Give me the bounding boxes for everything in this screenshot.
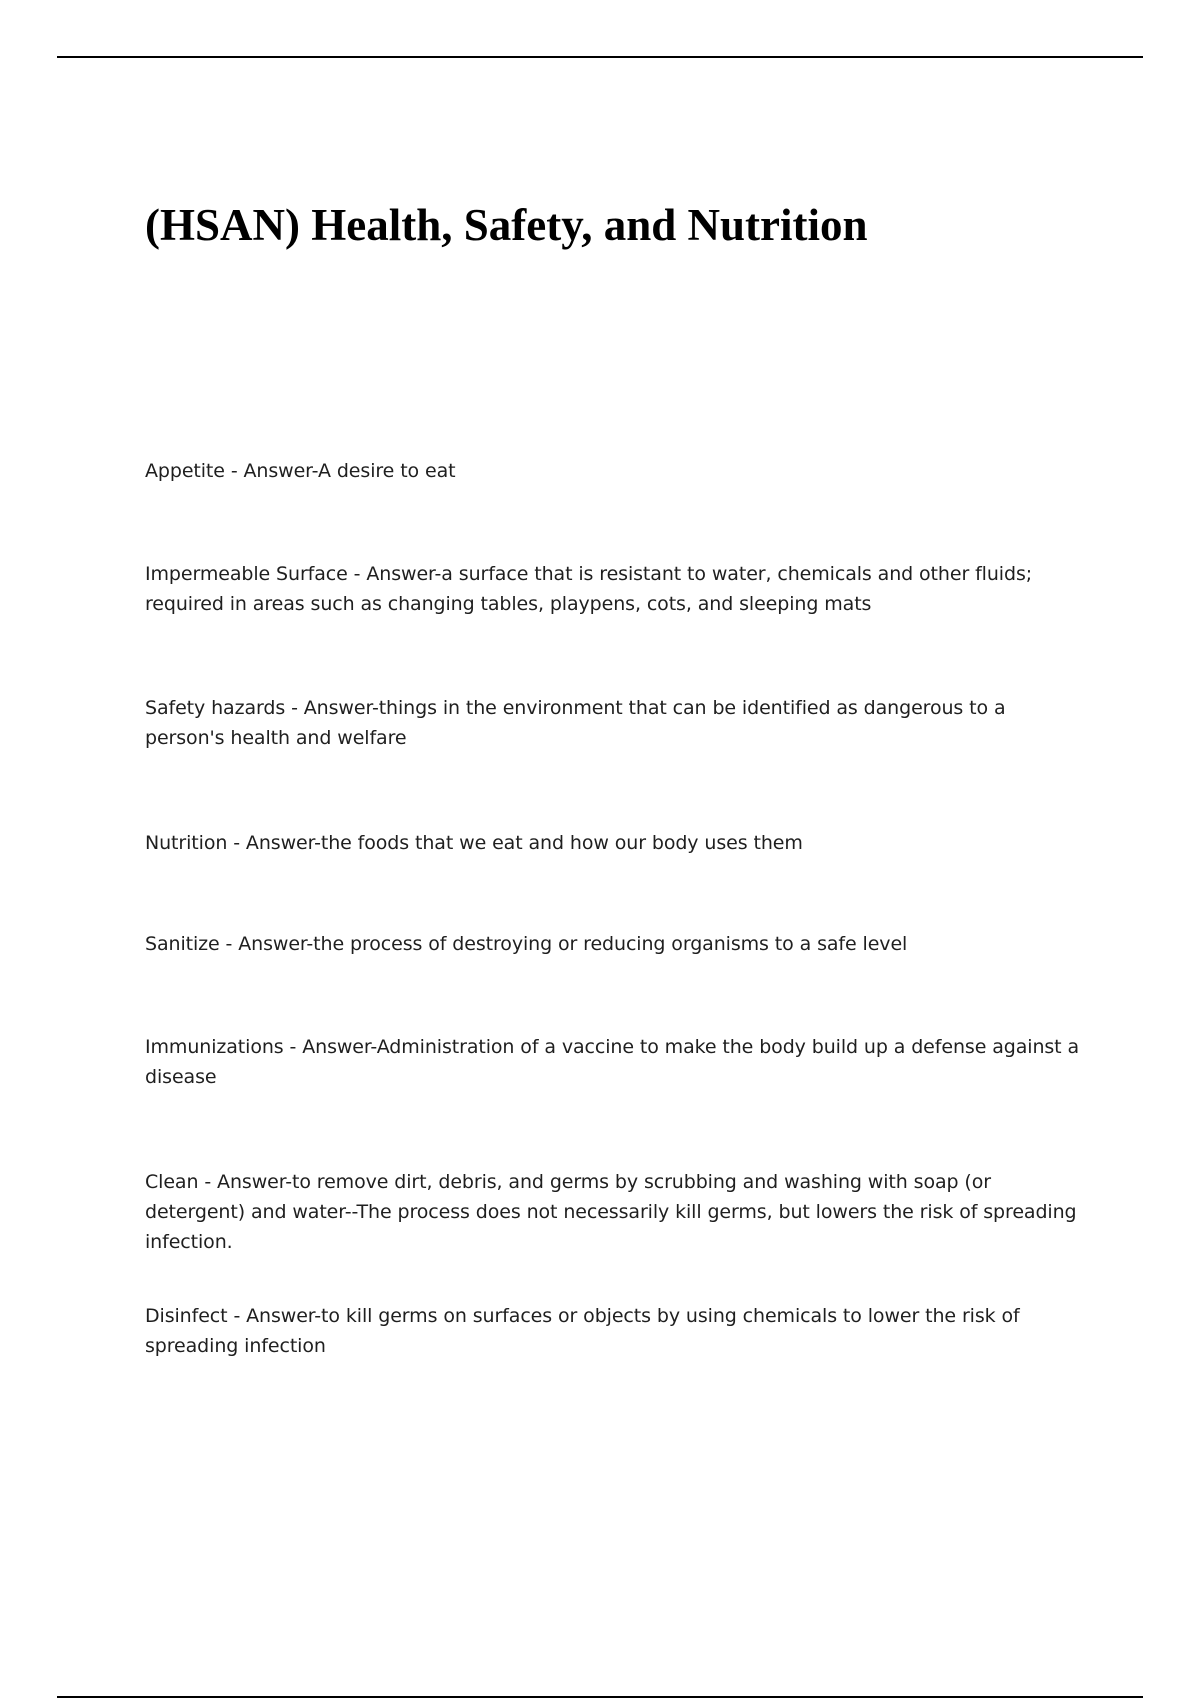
entry-safety-hazards: Safety hazards - Answer-things in the environment that can be identified as dangerous to a person's health and welfare [145,697,1006,749]
entry-disinfect: Disinfect - Answer-to kill germs on surfaces or objects by using chemicals to lower the risk of spreading infection [145,1305,1020,1357]
top-divider [57,56,1143,58]
entry-immunizations: Immunizations - Answer-Administration of a vaccine to make the body build up a defense against a disease [145,1036,1080,1088]
entry-clean: Clean - Answer-to remove dirt, debris, and germs by scrubbing and washing with soap (or detergent) and water--The process does not necessarily kill germs, but lowers the risk of spreading infection. [145,1171,1077,1253]
entry-appetite: Appetite - Answer-A desire to eat [145,460,456,482]
entry-impermeable-surface: Impermeable Surface - Answer-a surface that is resistant to water, chemicals and other fluids; required in areas such as changing tables, playpens, cots, and sleeping mats [145,563,1033,615]
document-title: (HSAN) Health, Safety, and Nutrition [145,200,868,250]
bottom-divider [57,1696,1143,1698]
entry-nutrition: Nutrition - Answer-the foods that we eat and how our body uses them [145,832,803,854]
entry-sanitize: Sanitize - Answer-the process of destroying or reducing organisms to a safe level [145,933,908,955]
